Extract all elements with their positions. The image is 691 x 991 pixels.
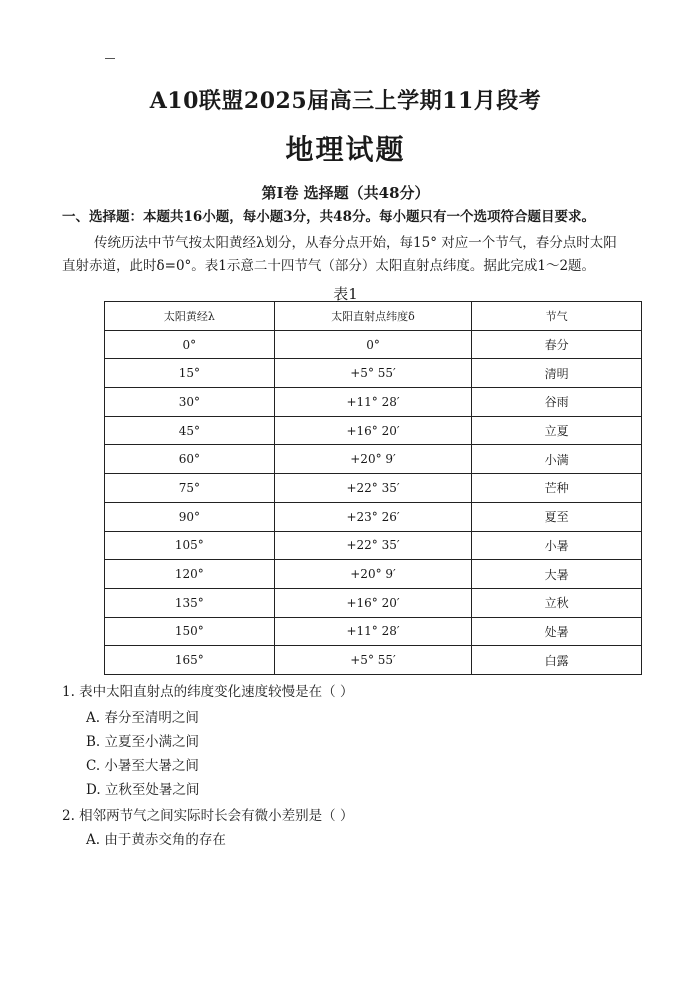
cell-term: 小暑	[472, 531, 642, 560]
cell-longitude: 150°	[105, 617, 275, 646]
watermark-logo	[479, 448, 602, 531]
cell-term: 小满	[472, 445, 642, 474]
cell-term: 大暑	[472, 560, 642, 589]
cell-latitude: +5° 55′	[274, 646, 472, 675]
cell-term: 谷雨	[472, 388, 642, 417]
cell-latitude: +16° 20′	[274, 588, 472, 617]
cell-latitude: +20° 9′	[274, 560, 472, 589]
cell-longitude: 165°	[105, 646, 275, 675]
cell-longitude: 75°	[105, 474, 275, 503]
watermark-logo	[94, 448, 217, 531]
watermark-logo	[284, 333, 407, 416]
cell-latitude: 0°	[274, 330, 472, 359]
cell-latitude: +11° 28′	[274, 617, 472, 646]
cell-longitude: 0°	[105, 330, 275, 359]
cell-term: 白露	[472, 646, 642, 675]
cell-longitude: 105°	[105, 531, 275, 560]
cell-longitude: 15°	[105, 359, 275, 388]
passage-line-2: 直射赤道，此时δ=0°。表1示意二十四节气（部分）太阳直射点纬度。据此完成1～2题。	[62, 258, 596, 274]
watermark-logo	[79, 673, 202, 756]
question-1-stem: 1. 表中太阳直射点的纬度变化速度较慢是在（ ）	[62, 684, 354, 700]
question-1-option-b[interactable]: B. 立夏至小满之间	[86, 734, 200, 750]
question-2-option-a[interactable]: A. 由于黄赤交角的存在	[86, 832, 226, 848]
cell-latitude: +20° 9′	[274, 445, 472, 474]
question-2-stem: 2. 相邻两节气之间实际时长会有微小差别是（ ）	[62, 808, 354, 824]
cell-latitude: +16° 20′	[274, 416, 472, 445]
cell-longitude: 45°	[105, 416, 275, 445]
question-1-option-a[interactable]: A. 春分至清明之间	[86, 710, 199, 726]
cell-latitude: +22° 35′	[274, 474, 472, 503]
cell-term: 清明	[472, 359, 642, 388]
cell-latitude: +23° 26′	[274, 502, 472, 531]
passage-line-1: 传统历法中节气按太阳黄经λ划分，从春分点开始，每15° 对应一个节气，春分点时太阳	[94, 235, 617, 251]
subject-title: 地理试题	[285, 133, 406, 166]
exam-title: A10联盟2025届高三上学期11月段考	[149, 88, 542, 114]
table-caption: 表1	[333, 285, 358, 303]
header-term: 节气	[472, 302, 642, 331]
cell-term: 夏至	[472, 502, 642, 531]
cell-longitude: 120°	[105, 560, 275, 589]
cell-term: 春分	[472, 330, 642, 359]
cell-longitude: 30°	[105, 388, 275, 417]
cell-latitude: +22° 35′	[274, 531, 472, 560]
cell-term: 立秋	[472, 588, 642, 617]
question-1-option-c[interactable]: C. 小暑至大暑之间	[86, 758, 199, 774]
header-latitude: 太阳直射点纬度δ	[274, 302, 472, 331]
cell-longitude: 90°	[105, 502, 275, 531]
section-title: 第Ⅰ卷 选择题（共48分）	[261, 184, 430, 202]
question-1-option-d[interactable]: D. 立秋至处暑之间	[86, 782, 200, 798]
instruction-line: 一、选择题：本题共16小题，每小题3分，共48分。每小题只有一个选项符合题目要求。	[62, 209, 595, 225]
cell-term: 芒种	[472, 474, 642, 503]
cell-latitude: +5° 55′	[274, 359, 472, 388]
cell-longitude: 135°	[105, 588, 275, 617]
header-longitude: 太阳黄经λ	[105, 302, 275, 331]
watermark-logo	[484, 223, 607, 306]
cell-term: 处暑	[472, 617, 642, 646]
watermark-logo	[534, 413, 657, 496]
cell-longitude: 60°	[105, 445, 275, 474]
cell-term: 立夏	[472, 416, 642, 445]
watermark-logo	[279, 563, 402, 646]
cell-latitude: +11° 28′	[274, 388, 472, 417]
